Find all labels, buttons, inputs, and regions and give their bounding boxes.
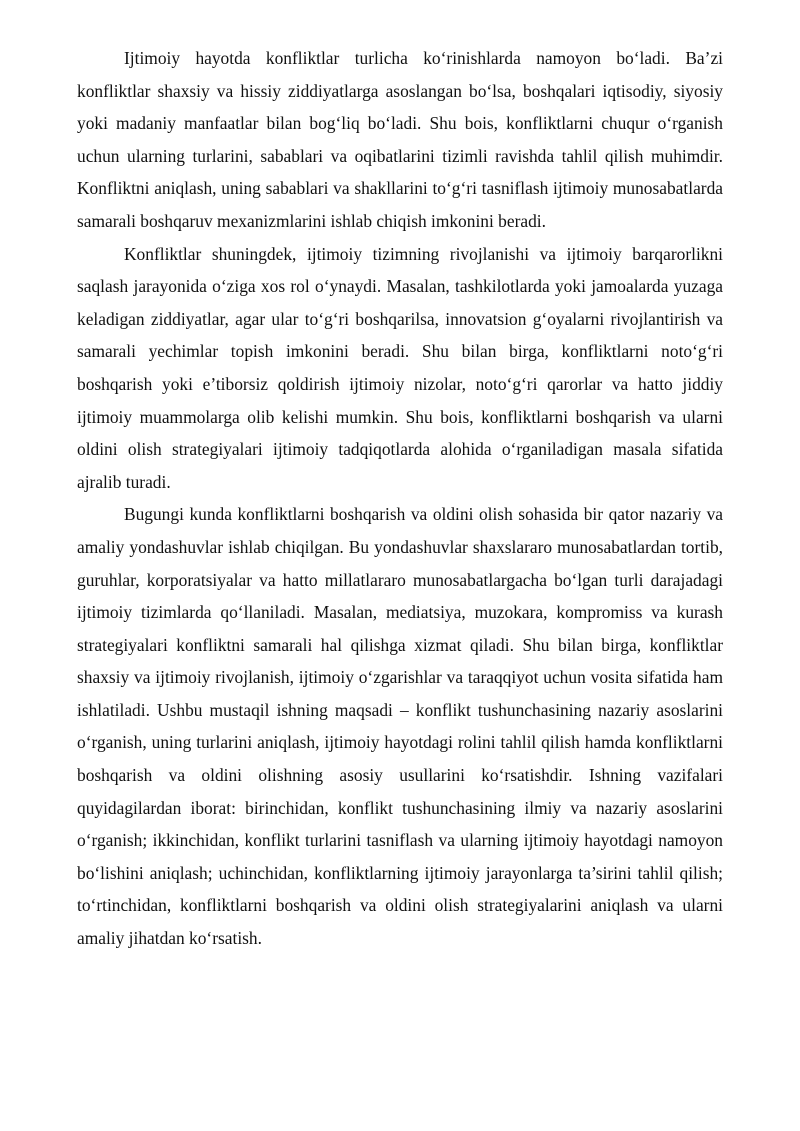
document-body <box>77 42 723 955</box>
paragraph-3: Bugungi kunda konfliktlarni boshqarish va oldini olish sohasida bir qator nazariy va amaliy yondashuvlar ishlab chiqilgan. Bu yondashuvlar shaxslararo munosabatlardan tortib, guruhlar, korporatsiyalar va hatto millatlararo munosabatlargacha bo‘lgan turli darajadagi ijtimoiy tizimlarda qo‘llaniladi. Masalan, mediatsiya, muzokara, kompromiss va kurash strategiyalari konfliktni samarali hal qilishga xizmat qiladi. Shu bilan birga, konfliktlar shaxsiy va ijtimoiy rivojlanish, ijtimoiy o‘zgarishlar va taraqqiyot uchun vosita sifatida ham ishlatiladi. Ushbu mustaqil ishning maqsadi – konflikt tushunchasining nazariy asoslarini o‘rganish, uning turlarini aniqlash, ijtimoiy hayotdagi rolini tahlil qilish hamda konfliktlarni boshqarish va oldini olishning asosiy usullarini ko‘rsatishdir. Ishning vazifalari quyidagilardan iborat: birinchidan, konflikt tushunchasining ilmiy va nazariy asoslarini o‘rganish; ikkinchidan, konflikt turlarini tasniflash va ularning ijtimoiy hayotdagi namoyon bo‘lishini aniqlash; uchinchidan, konfliktlarning ijtimoiy jarayonlarga ta’sirini tahlil qilish; to‘rtinchidan, konfliktlarni boshqarish va oldini olish strategiyalarini aniqlash va ularni amaliy jihatdan ko‘rsatish. <box>77 504 723 949</box>
paragraph-1: Ijtimoiy hayotda konfliktlar turlicha ko‘rinishlarda namoyon bo‘ladi. Ba’zi konfliktlar shaxsiy va hissiy ziddiyatlarga asoslangan bo‘lsa, boshqalari iqtisodiy, siyosiy yoki madaniy manfaatlar bilan bog‘liq bo‘ladi. Shu bois, konfliktlarni chuqur o‘rganish uchun ularning turlarini, sabablari va oqibatlarini tizimli ravishda tahlil qilish muhimdir. Konfliktni aniqlash, uning sabablari va shakllarini to‘g‘ri tasniflash ijtimoiy munosabatlarda samarali boshqaruv mexanizmlarini ishlab chiqish imkonini beradi. <box>77 48 723 231</box>
paragraph-2: Konfliktlar shuningdek, ijtimoiy tizimning rivojlanishi va ijtimoiy barqarorlikni saqlash jarayonida o‘ziga xos rol o‘ynaydi. Masalan, tashkilotlarda yoki jamoalarda yuzaga keladigan ziddiyatlar, agar ular to‘g‘ri boshqarilsa, innovatsion g‘oyalarni rivojlantirish va samarali yechimlar topish imkonini beradi. Shu bilan birga, konfliktlarni noto‘g‘ri boshqarish yoki e’tiborsiz qoldirish ijtimoiy nizolar, noto‘g‘ri qarorlar va hatto jiddiy ijtimoiy muammolarga olib kelishi mumkin. Shu bois, konfliktlarni boshqarish va ularni oldini olish strategiyalari ijtimoiy tadqiqotlarda alohida o‘rganiladigan masala sifatida ajralib turadi. <box>77 243 723 492</box>
